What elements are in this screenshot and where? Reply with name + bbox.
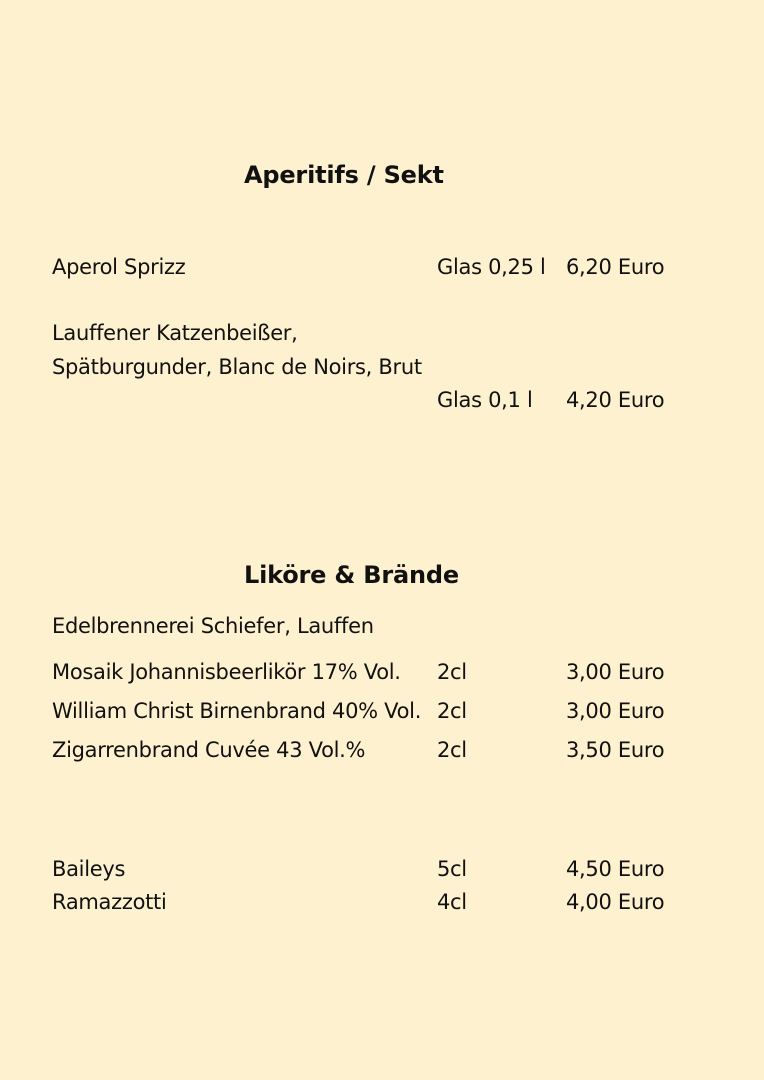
section-subtitle: Edelbrennerei Schiefer, Lauffen	[52, 614, 374, 638]
item-price: 3,50 Euro	[566, 738, 665, 762]
item-size: 2cl	[437, 738, 467, 762]
item-name: Aperol Sprizz	[52, 255, 186, 279]
item-price: 4,00 Euro	[566, 890, 665, 914]
item-size: 2cl	[437, 660, 467, 684]
item-size: Glas 0,1 l	[437, 388, 533, 412]
item-size: 5cl	[437, 857, 467, 881]
item-name: Baileys	[52, 857, 126, 881]
item-name: Ramazzotti	[52, 890, 167, 914]
item-price: 3,00 Euro	[566, 699, 665, 723]
item-name-line2: Spätburgunder, Blanc de Noirs, Brut	[52, 355, 422, 379]
item-name: Zigarrenbrand Cuvée 43 Vol.%	[52, 738, 366, 762]
section-title-likoere: Liköre & Brände	[244, 561, 459, 589]
item-price: 4,20 Euro	[566, 388, 665, 412]
item-name: William Christ Birnenbrand 40% Vol.	[52, 699, 422, 723]
item-size: Glas 0,25 l	[437, 255, 546, 279]
item-price: 6,20 Euro	[566, 255, 665, 279]
item-name-line1: Lauffener Katzenbeißer,	[52, 321, 298, 345]
section-title-aperitifs: Aperitifs / Sekt	[244, 161, 444, 189]
item-size: 2cl	[437, 699, 467, 723]
item-size: 4cl	[437, 890, 467, 914]
item-name: Mosaik Johannisbeerlikör 17% Vol.	[52, 660, 401, 684]
item-price: 4,50 Euro	[566, 857, 665, 881]
item-price: 3,00 Euro	[566, 660, 665, 684]
